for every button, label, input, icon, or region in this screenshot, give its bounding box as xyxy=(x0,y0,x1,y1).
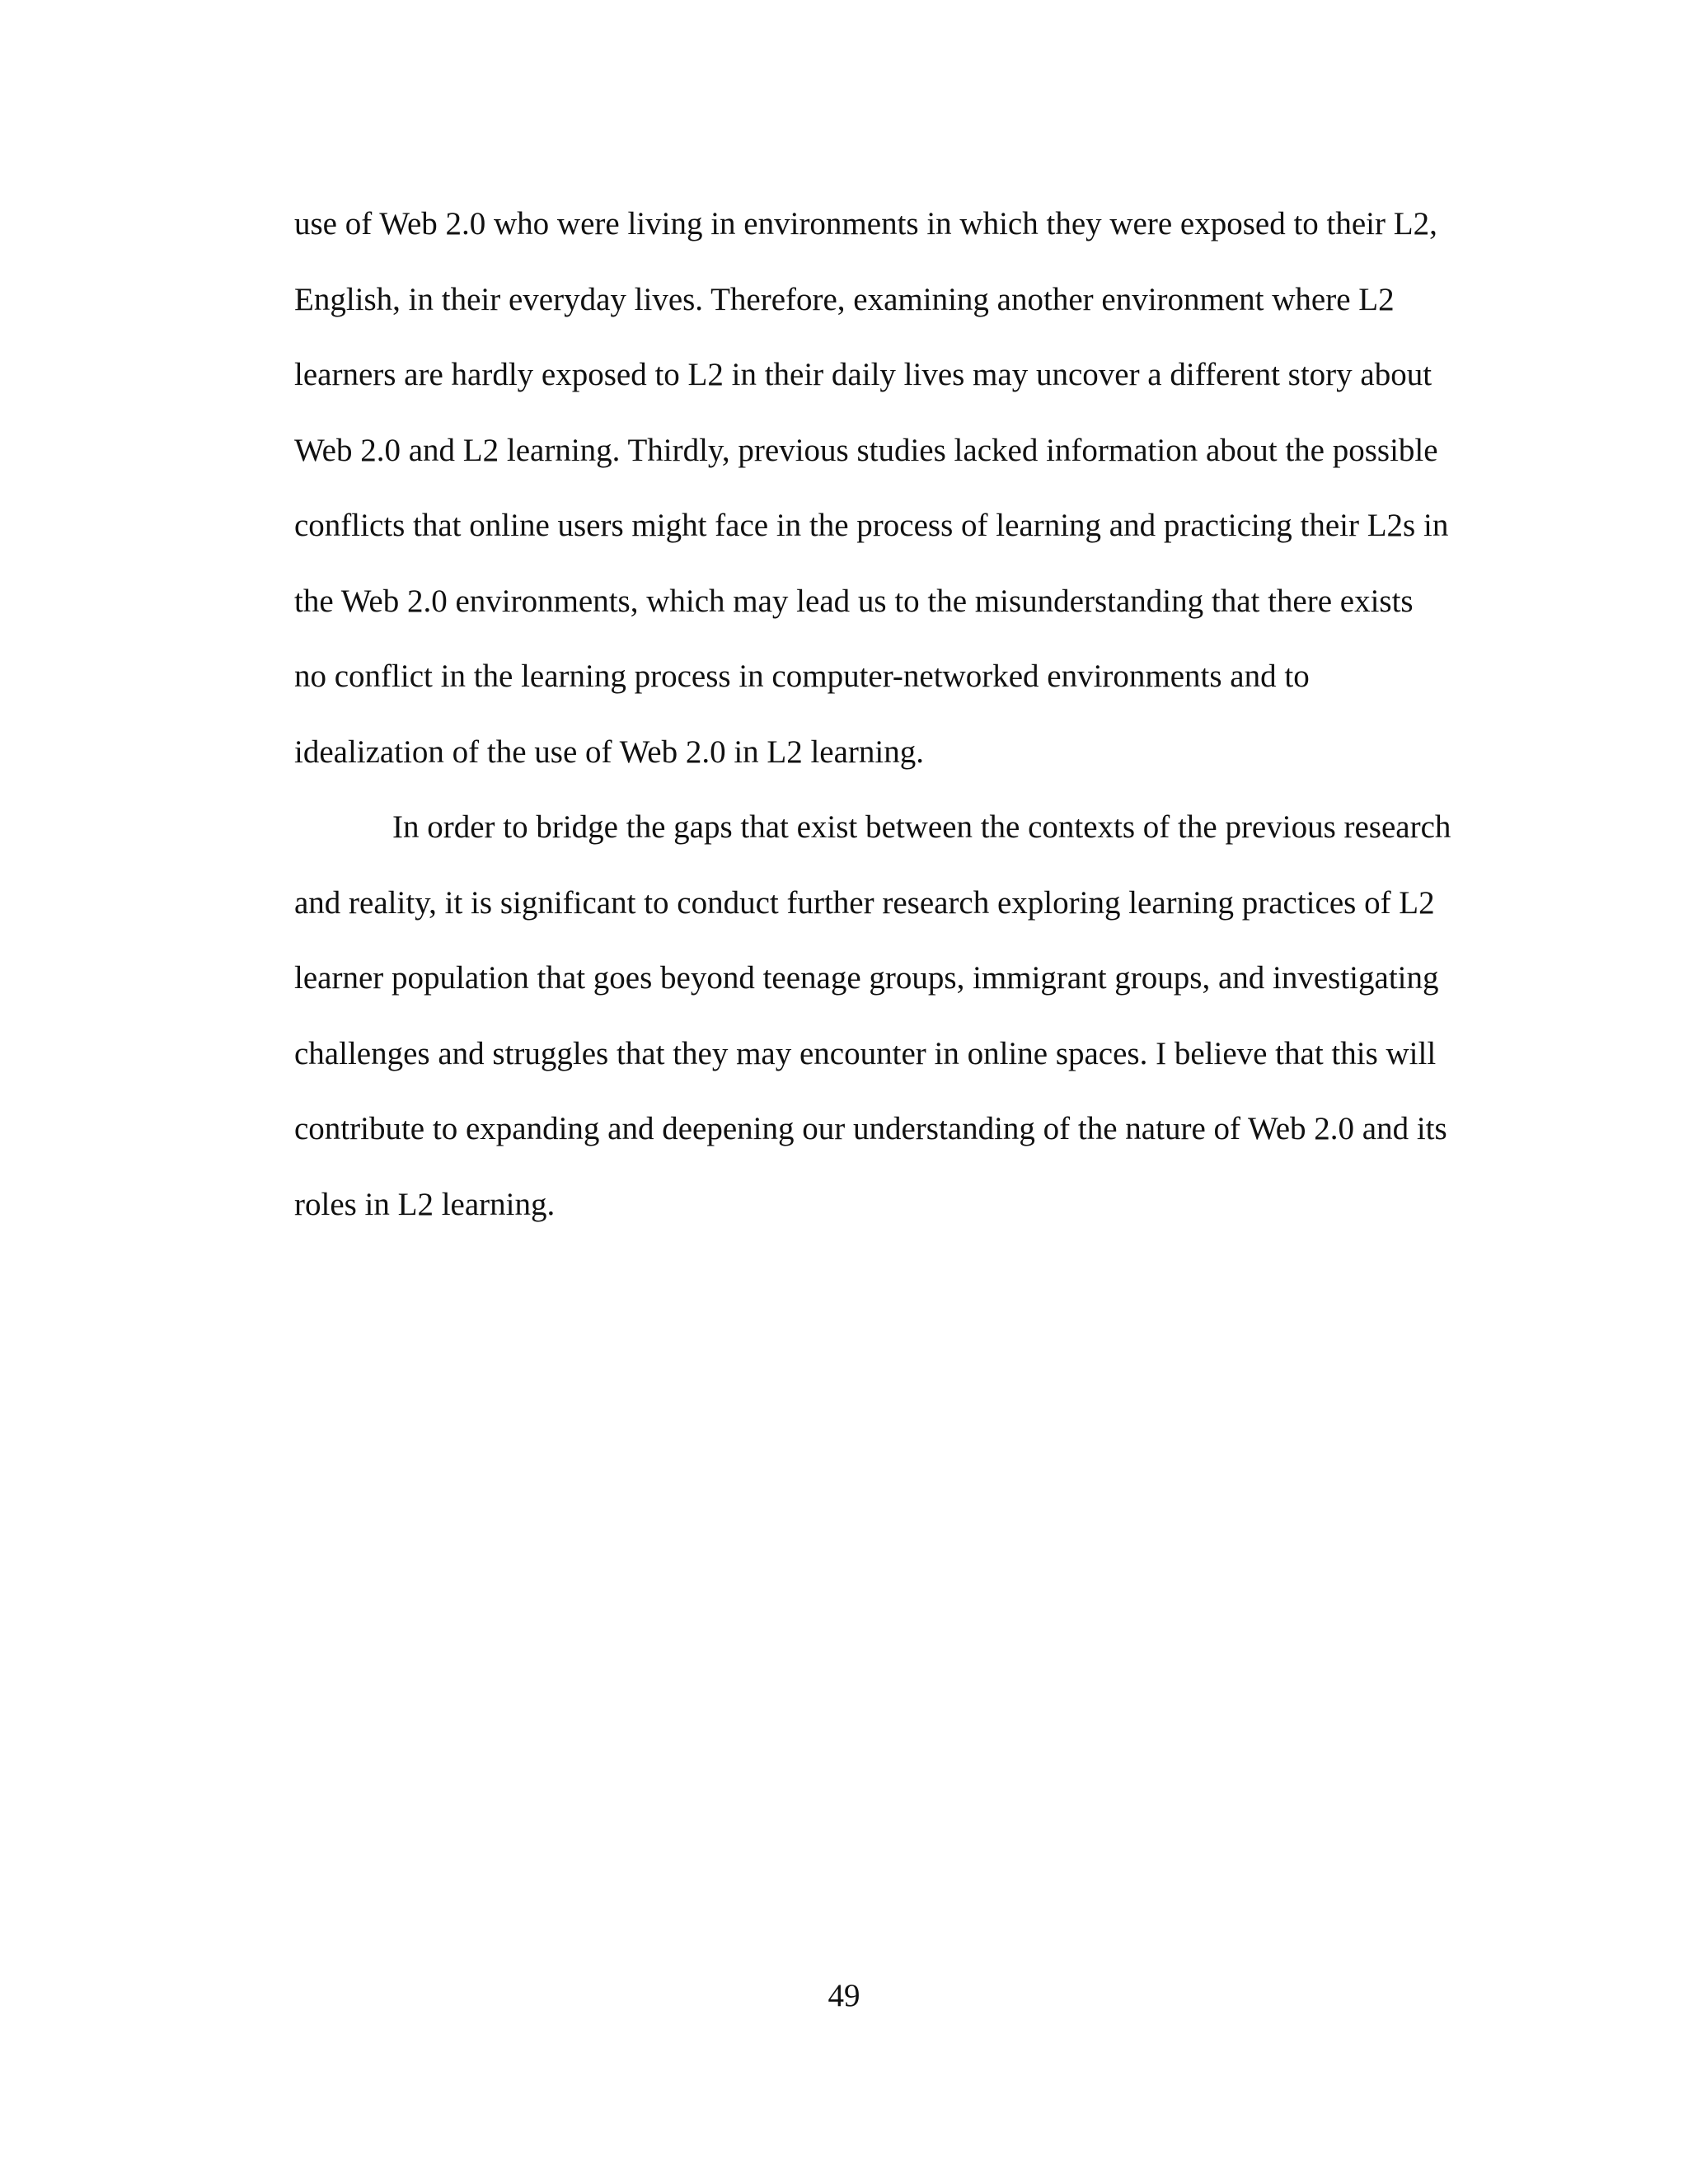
paragraph-1-line-1: use of Web 2.0 who were living in environments in which they were exposed to their L2, xyxy=(294,206,1437,241)
paragraph-1-line-5: conflicts that online users might face in the process of learning and practicing their L2s in xyxy=(294,508,1449,543)
paragraph-2-line-3: learner population that goes beyond teenage groups, immigrant groups, and investigating xyxy=(294,960,1439,996)
paragraph-2-line-4: challenges and struggles that they may encounter in online spaces. I believe that this will xyxy=(294,1035,1437,1071)
paragraph-1-line-6: the Web 2.0 environments, which may lead us to the misunderstanding that there exists xyxy=(294,583,1414,619)
paragraph-2-line-6: roles in L2 learning. xyxy=(294,1186,556,1222)
paragraph-1-line-8: idealization of the use of Web 2.0 in L2 learning. xyxy=(294,733,925,770)
paragraph-2-line-5: contribute to expanding and deepening our understanding of the nature of Web 2.0 and its xyxy=(294,1111,1447,1146)
paragraph-1-line-3: learners are hardly exposed to L2 in their daily lives may uncover a different story about xyxy=(294,357,1432,392)
paragraph-2-line-2: and reality, it is significant to conduct further research exploring learning practices of L2 xyxy=(294,884,1435,921)
body-text xyxy=(294,186,1481,1242)
paragraph-2-line-1: In order to bridge the gaps that exist between the contexts of the previous research xyxy=(392,809,1451,845)
paragraph-1-line-4: Web 2.0 and L2 learning. Thirdly, previous studies lacked information about the possible xyxy=(294,432,1438,468)
paragraph-1-line-7: no conflict in the learning process in computer-networked environments and to xyxy=(294,658,1310,694)
paragraph-1-line-2: English, in their everyday lives. Therefore, examining another environment where L2 xyxy=(294,281,1395,317)
page-number: 49 xyxy=(828,1978,860,2013)
